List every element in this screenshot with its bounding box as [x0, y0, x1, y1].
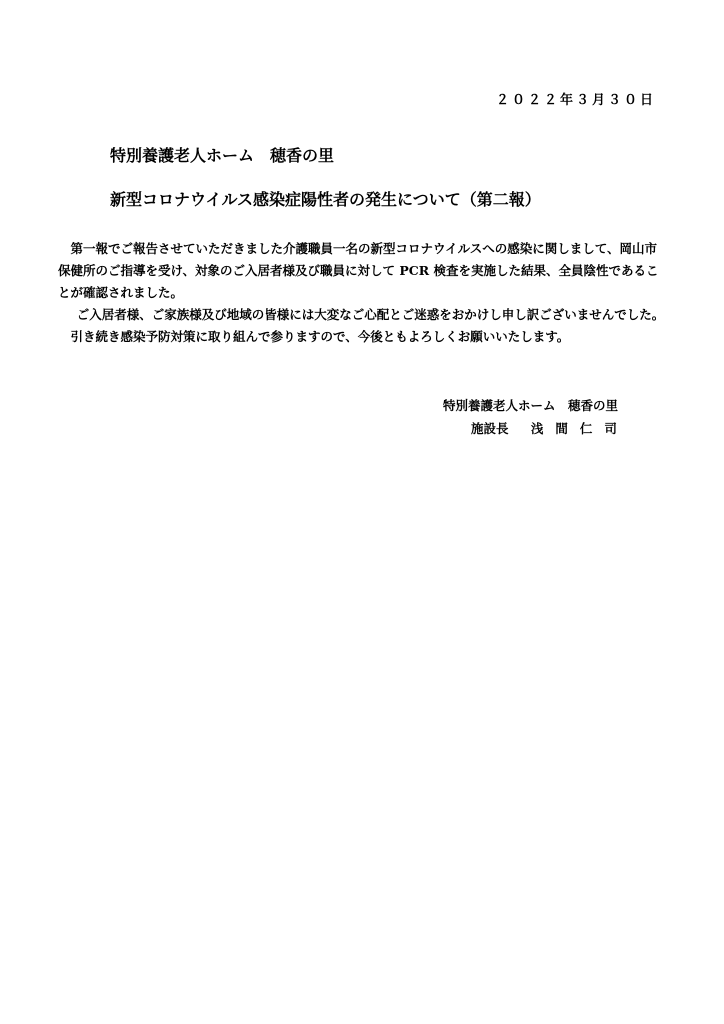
signature-title: 施設長 — [471, 421, 509, 436]
signature-organization: 特別養護老人ホーム 穂香の里 — [443, 398, 619, 413]
signature-name: 浅間仁司 — [530, 421, 629, 436]
body-paragraph-2: ご入居者様、ご家族様及び地域の皆様には大変なご心配とご迷惑をおかけし申し訳ございませんでした。 — [76, 307, 665, 322]
document-title: 新型コロナウイルス感染症陽性者の発生について（第二報） — [110, 190, 541, 209]
body-paragraph-1: 第一報でご報告させていただきました介護職員一名の新型コロナウイルスへの感染に関しまして、岡山市保健所のご指導を受け、対象のご入居者様及び職員に対して PCR 検査を実施した結果、全員陰性であることが確認されました。 — [58, 241, 659, 300]
organization-heading: 特別養護老人ホーム 穂香の里 — [110, 146, 335, 165]
signature-line — [471, 419, 629, 437]
document-date: ２０２２年３月３０日 — [495, 93, 656, 108]
body-paragraph-3: 引き続き感染予防対策に取り組んで参りますので、今後ともよろしくお願いいたします。 — [70, 329, 570, 344]
document-body — [58, 238, 668, 348]
